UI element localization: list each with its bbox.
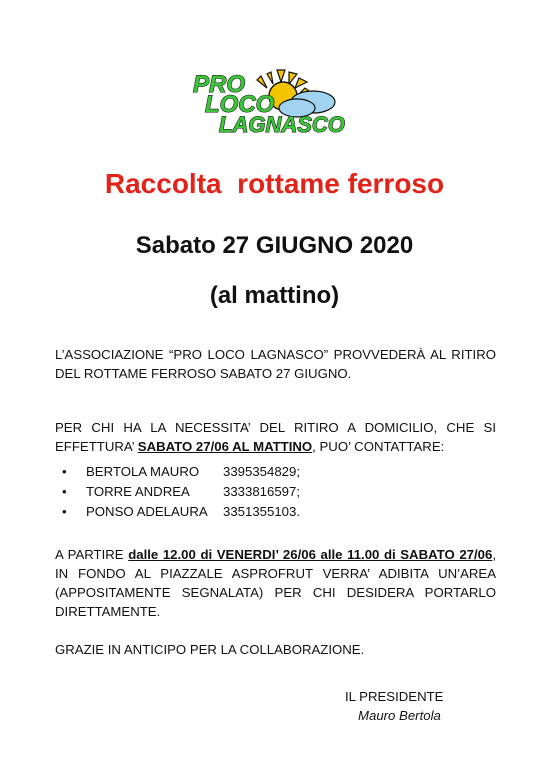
pickup-text-before: PER CHI HA LA NECESSITA’ DEL RITIRO A DOMICILIO, CHE SI EFFETTURA’ — [55, 420, 496, 454]
signature-role: IL PRESIDENTE — [345, 689, 444, 704]
pickup-paragraph — [55, 418, 496, 456]
event-date: Sabato 27 GIUGNO 2020 — [135, 232, 414, 259]
logo-word-lagnasco: LAGNASCO — [219, 112, 345, 137]
contact-phone: 3333816597; — [223, 484, 301, 499]
contact-name: TORRE ANDREA — [86, 484, 190, 499]
contact-list — [62, 462, 300, 522]
intro-paragraph: L’ASSOCIAZIONE “PRO LOCO LAGNASCO” PROVVEDERÀ AL RITIRO DEL ROTTAME FERROSO SABATO 27 GIUGNO. — [55, 347, 496, 381]
bullet-icon: • — [62, 464, 67, 479]
contact-phone: 3351355103. — [223, 504, 301, 519]
bullet-icon: • — [62, 504, 67, 519]
contact-name: BERTOLA MAURO — [86, 464, 200, 479]
pickup-text-after: , PUO’ CONTATTARE: — [312, 439, 445, 454]
logo-word-pro: PRO — [193, 71, 246, 98]
pickup-date-highlight: SABATO 27/06 AL MATTINO — [137, 439, 313, 454]
thanks-paragraph: GRAZIE IN ANTICIPO PER LA COLLABORAZIONE. — [55, 642, 365, 657]
page-title: Raccolta rottame ferroso — [104, 168, 445, 199]
dropoff-paragraph — [55, 545, 496, 621]
contact-name: PONSO ADELAURA — [86, 504, 208, 519]
signature-block — [345, 687, 443, 725]
contact-phone: 3395354829; — [223, 464, 301, 479]
bullet-icon: • — [62, 484, 67, 499]
dropoff-text-before: A PARTIRE — [55, 547, 129, 562]
event-time-note: (al mattino) — [209, 282, 340, 309]
dropoff-time-highlight: dalle 12.00 di VENERDI’ 26/06 alle 11.00 di SABATO 27/06 — [128, 547, 493, 562]
list-item — [62, 482, 300, 502]
list-item — [62, 502, 300, 522]
pro-loco-lagnasco-logo — [185, 62, 355, 140]
logo-word-loco: LOCO — [205, 91, 275, 118]
signature-name: Mauro Bertola — [358, 708, 441, 723]
dropoff-text-after: , IN FONDO AL PIAZZALE ASPROFRUT VERRA’ ADIBITA UN’AREA (APPOSITAMENTE SEGNALATA) PER CHI DESIDERA PORTARLO DIRETTAMENTE. — [55, 547, 496, 619]
list-item — [62, 462, 300, 482]
